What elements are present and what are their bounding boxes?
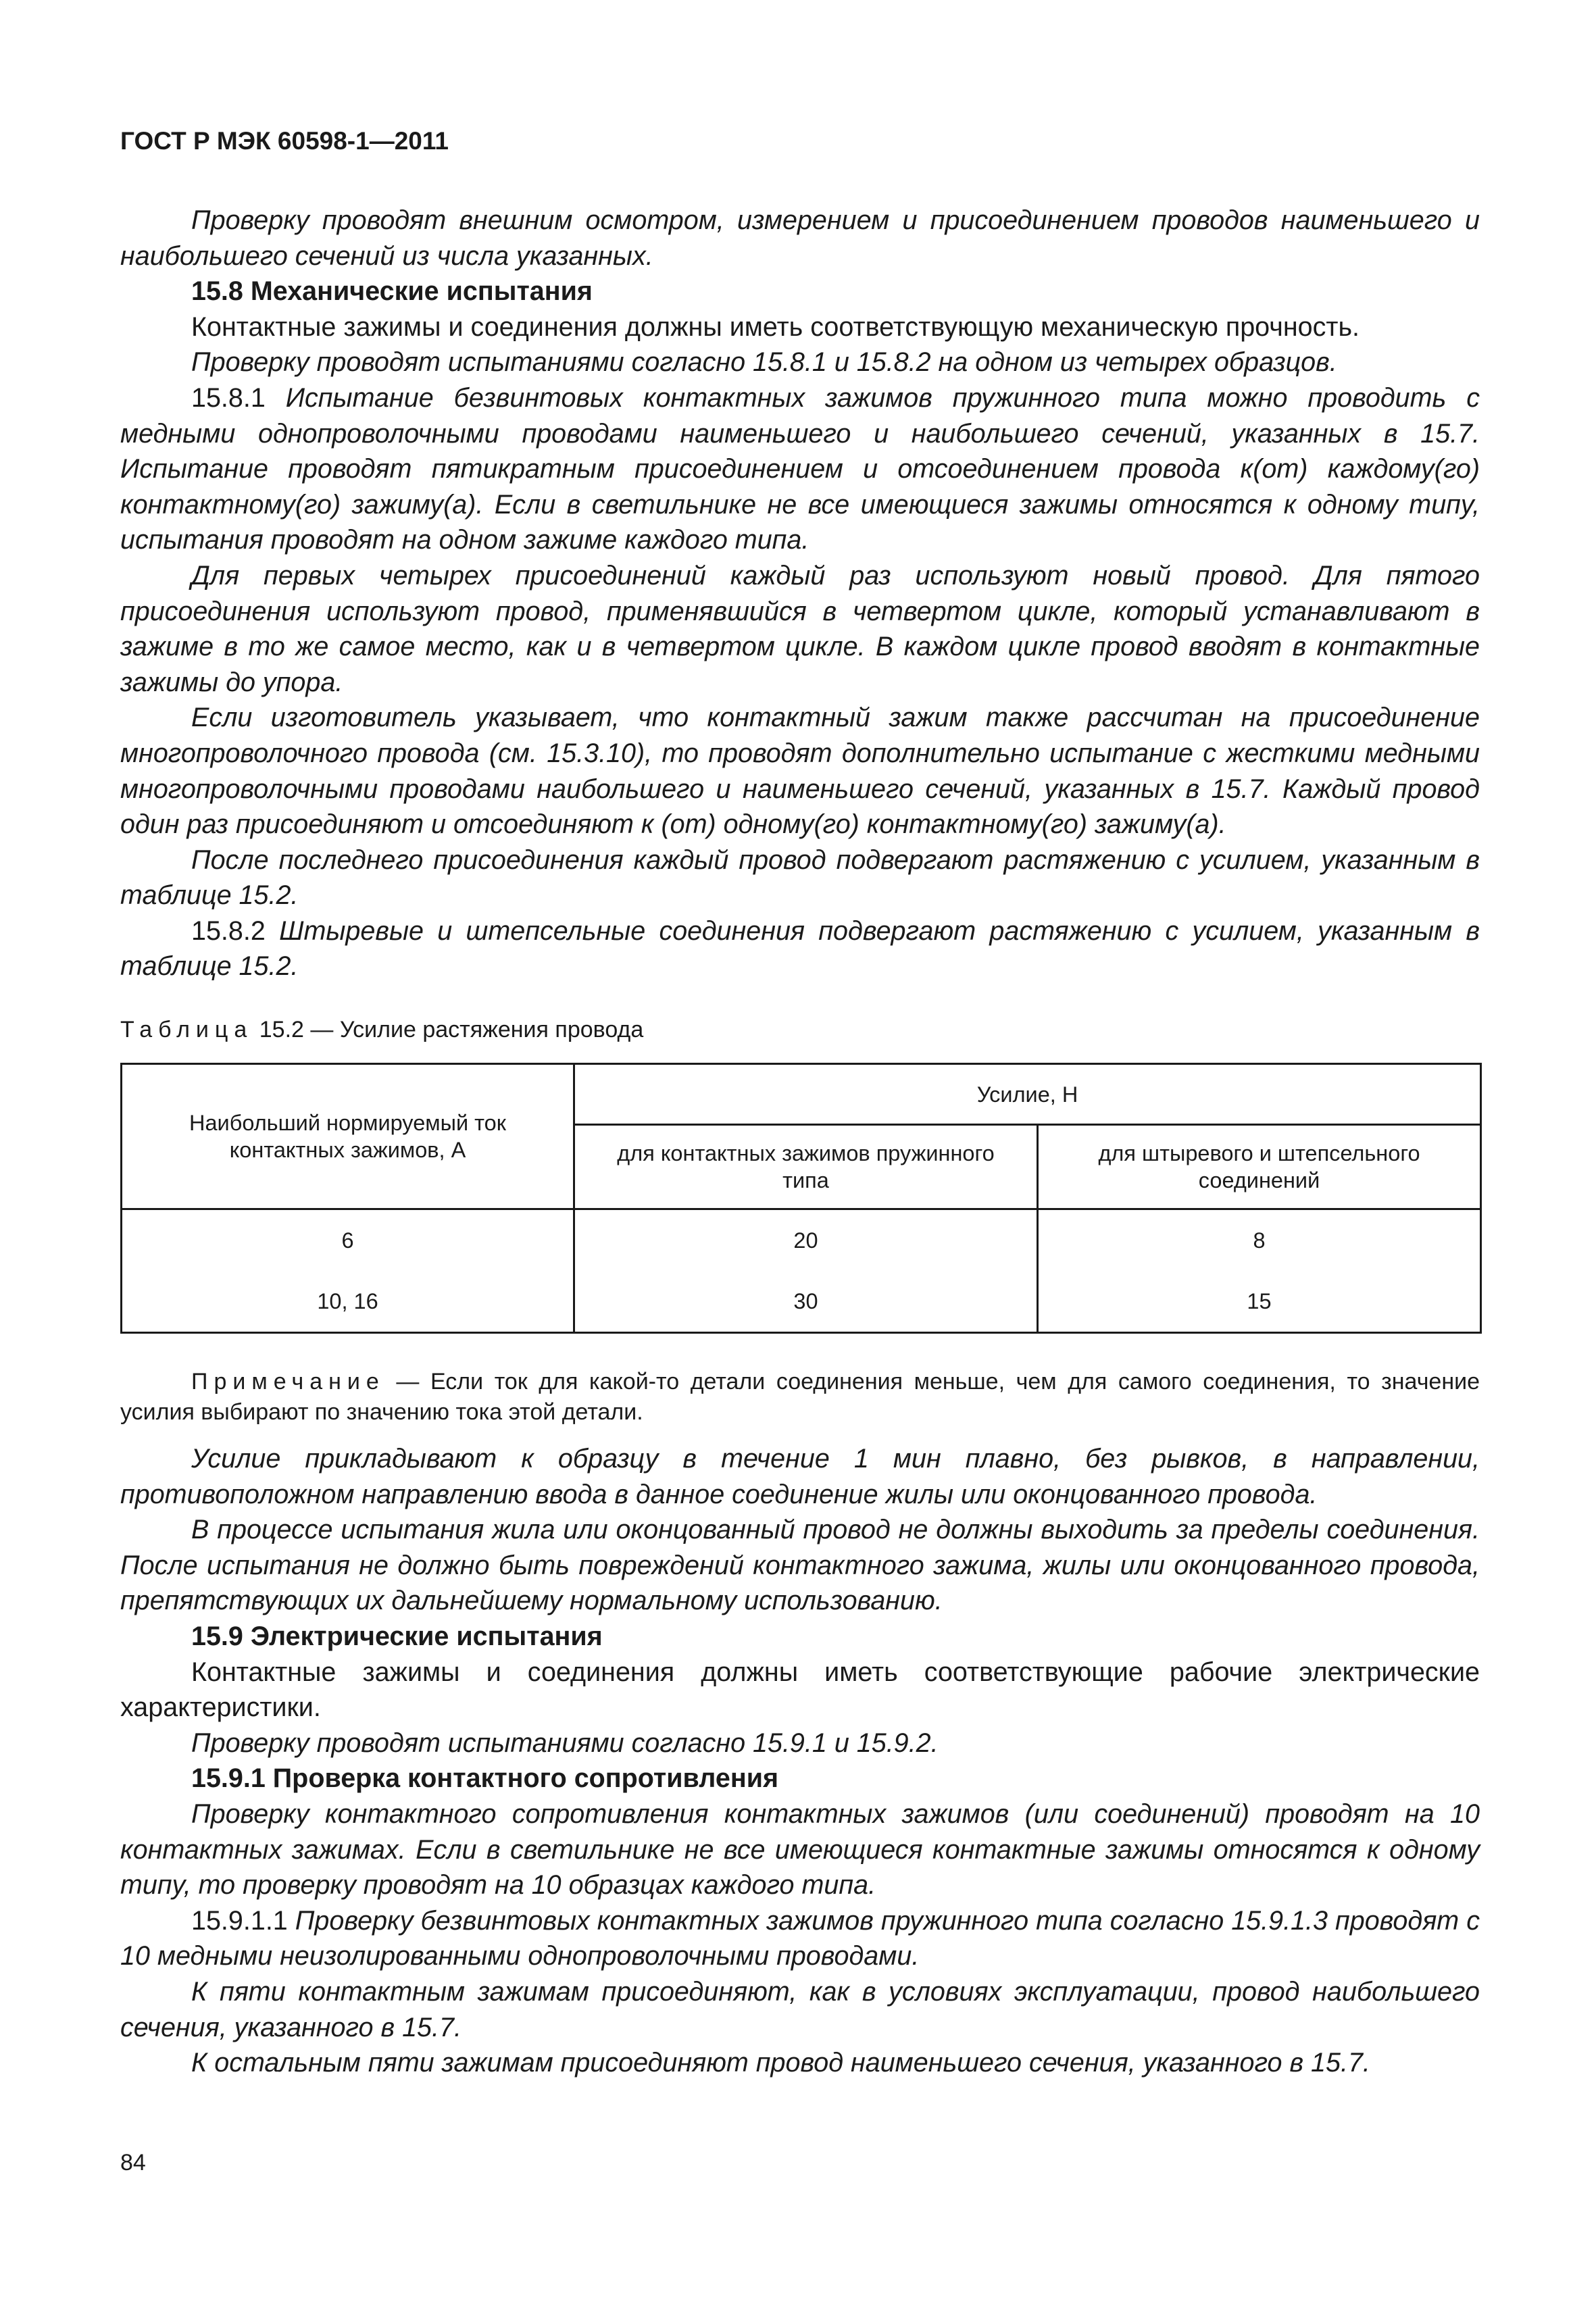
paragraph: Проверку проводят испытаниями согласно 15.9.1 и 15.9.2. xyxy=(191,1728,939,1758)
table-cell-spring: 30 xyxy=(574,1272,1038,1333)
column-header-current: Наибольший нормируемый ток контактных зажимов, А xyxy=(122,1064,574,1209)
page-number: 84 xyxy=(120,2150,146,2175)
paragraph: Проверку проводят испытаниями согласно 15.8.1 и 15.8.2 на одном из четырех образцов. xyxy=(191,347,1337,378)
column-header-spring: для контактных зажимов пружинного типа xyxy=(574,1125,1038,1209)
section-heading: 15.9 Электрические испытания xyxy=(191,1621,603,1651)
table-cell-current: 10, 16 xyxy=(122,1272,574,1333)
paragraph: После последнего присоединения каждый провод подвергают растяжению с усилием, указанным в таблице 15.2. xyxy=(120,845,1480,911)
table-cell-current: 6 xyxy=(122,1209,574,1272)
paragraph: В процессе испытания жила или оконцованный провод не должны выходить за пределы соединения. После испытания не должно быть повреждений контактного зажима, жилы или оконцованного провода, препятствующих их дальнейшему нормальному использованию. xyxy=(120,1515,1480,1616)
paragraph: Контактные зажимы и соединения должны иметь соответствующую механическую прочность. xyxy=(191,311,1360,342)
table-caption xyxy=(120,1017,643,1043)
paragraph: Проверку контактного сопротивления контактных зажимов (или соединений) проводят на 10 контактных зажимах. Если в светильнике не все имеющиеся контактные зажимы относятся к одному типу, то проверку проводят на 10 образцах каждого типа. xyxy=(120,1799,1480,1901)
table-header-row xyxy=(122,1064,1481,1125)
paragraph: Если изготовитель указывает, что контактный зажим также рассчитан на присоединение многопроволочного провода (см. 15.3.10), то проводят дополнительно испытание с жесткими медными многопроволочными проводами наибольшего и наименьшего сечений, указанных в 15.7. Каждый провод один раз присоединяют и отсоединяют к (от) одному(го) контактному(го) зажиму(а). xyxy=(120,703,1480,840)
section-heading: 15.8 Механические испытания xyxy=(191,276,593,307)
paragraph: Проверку проводят внешним осмотром, измерением и присоединением проводов наименьшего и наибольшего сечений из числа указанных. xyxy=(120,205,1480,271)
note-label: Примечание xyxy=(191,1369,385,1394)
table-caption-label: Таблица xyxy=(120,1017,253,1042)
clause-text: Штыревые и штепсельные соединения подвергают растяжению с усилием, указанным в таблице 15.2. xyxy=(120,915,1480,982)
paragraph xyxy=(120,1903,1480,1974)
paragraph: К остальным пяти зажимам присоединяют провод наименьшего сечения, указанного в 15.7. xyxy=(191,2048,1370,2078)
section-15-9 xyxy=(120,1441,1480,2081)
table-row xyxy=(122,1209,1481,1272)
subsection-heading: 15.9.1 Проверка контактного сопротивления xyxy=(191,1763,779,1794)
paragraph: Контактные зажимы и соединения должны иметь соответствующие рабочие электрические характеристики. xyxy=(120,1657,1480,1723)
table-row xyxy=(122,1272,1481,1333)
paragraph xyxy=(120,913,1480,984)
clause-text: Испытание безвинтовых контактных зажимов пружинного типа можно проводить с медными однопроволочными проводами наименьшего и наибольшего сечений, указанных в 15.7. Испытание проводят пятикратным присоединением и отсоединением провода к(от) каждому(го) контактному(го) зажиму(а). Если в светильнике не все имеющиеся зажимы относятся к одному типу, испытания проводят на одном зажиме каждого типа. xyxy=(120,382,1480,555)
document-header: ГОСТ Р МЭК 60598-1—2011 xyxy=(120,127,449,155)
clause-text: Проверку безвинтовых контактных зажимов пружинного типа согласно 15.9.1.3 проводят с 10 медными неизолированными однопроволочными проводами. xyxy=(120,1905,1480,1971)
paragraph: Усилие прикладывают к образцу в течение 1 мин плавно, без рывков, в направлении, противоположном направлению ввода в данное соединение жилы или оконцованного провода. xyxy=(120,1444,1480,1509)
force-table xyxy=(120,1063,1482,1334)
column-header-pin: для штыревого и штепсельного соединений xyxy=(1038,1125,1481,1209)
paragraph: К пяти контактным зажимам присоединяют, как в условиях эксплуатации, провод наибольшего сечения, указанного в 15.7. xyxy=(120,1976,1480,2042)
column-group-header-force: Усилие, Н xyxy=(574,1064,1481,1125)
clause-number: 15.9.1.1 xyxy=(191,1905,288,1936)
table-note xyxy=(120,1367,1480,1428)
table-cell-pin: 8 xyxy=(1038,1209,1481,1272)
table-cell-pin: 15 xyxy=(1038,1272,1481,1333)
table-caption-text: 15.2 — Усилие растяжения провода xyxy=(253,1017,644,1042)
table-cell-spring: 20 xyxy=(574,1209,1038,1272)
section-15-8 xyxy=(120,203,1480,984)
paragraph xyxy=(120,380,1480,558)
note-text: — Если ток для какой-то детали соединения меньше, чем для самого соединения, то значение усилия выбирают по значению тока этой детали. xyxy=(120,1369,1480,1425)
clause-number: 15.8.2 xyxy=(191,915,266,946)
clause-number: 15.8.1 xyxy=(191,382,266,413)
paragraph: Для первых четырех присоединений каждый раз используют новый провод. Для пятого присоединения используют провод, применявшийся в четвертом цикле, который устанавливают в зажиме в то же самое место, как и в четвертом цикле. В каждом цикле провод вводят в контактные зажимы до упора. xyxy=(120,560,1480,697)
